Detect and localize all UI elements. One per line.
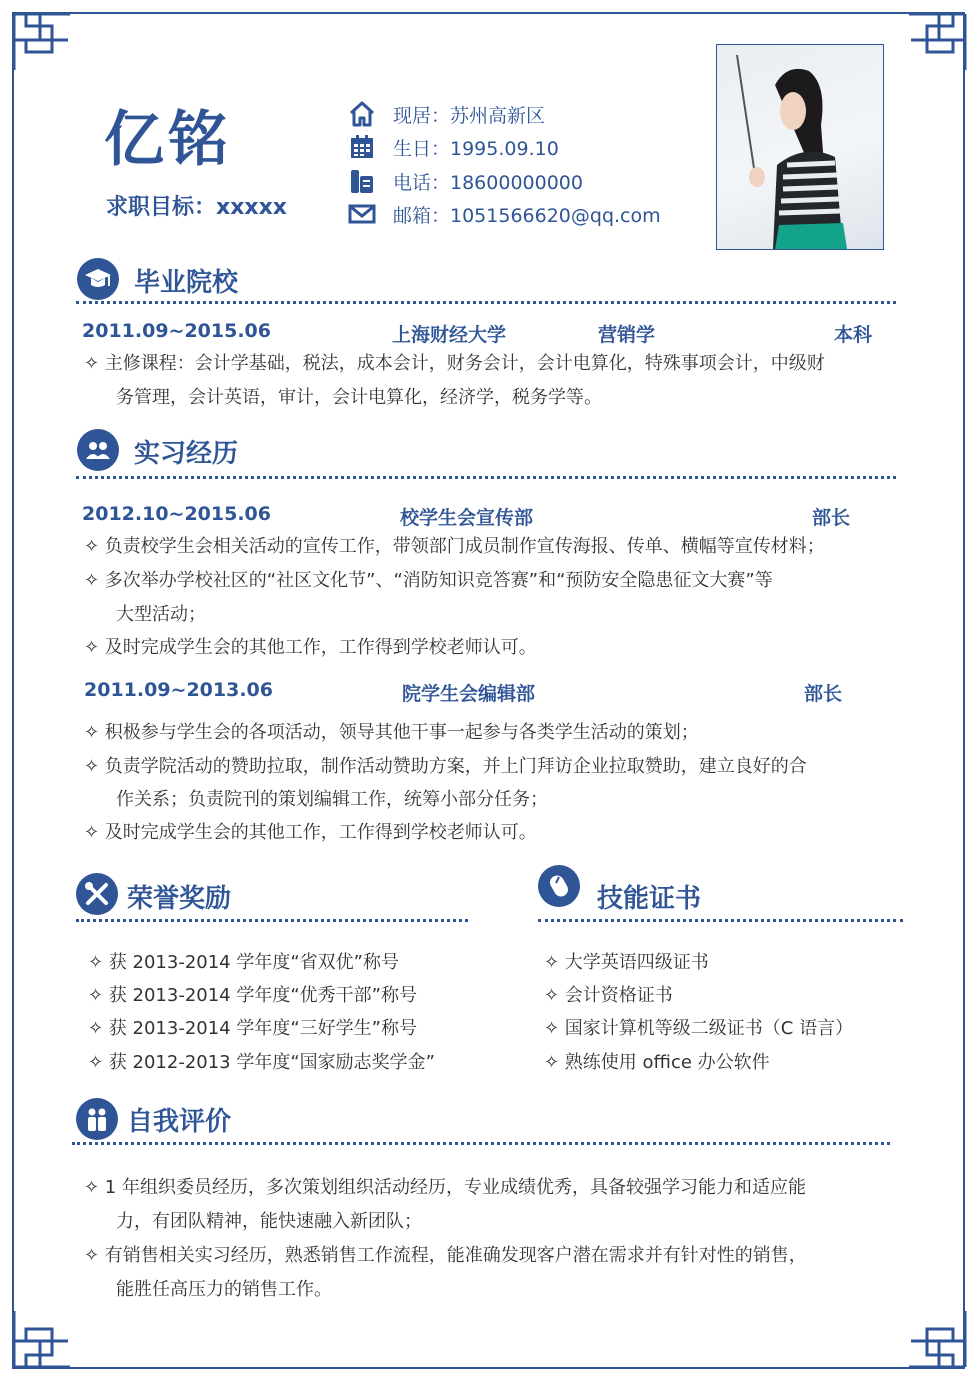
internship-org: 校学生会宣传部 <box>400 507 534 529</box>
section-divider <box>72 1142 890 1145</box>
section-divider <box>76 476 896 479</box>
contact-email <box>347 199 661 229</box>
people-icon <box>76 1098 118 1140</box>
contact-email-text: 邮箱：1051566620@qq.com <box>393 204 661 227</box>
self-evaluation-line: 力，有团队精神，能快速融入新团队； <box>116 1211 422 1232</box>
internship-org: 院学生会编辑部 <box>402 683 536 705</box>
mail-icon <box>347 199 377 229</box>
internship-duty-line: ✧ 及时完成学生会的其他工作，工作得到学校老师认可。 <box>84 822 537 843</box>
education-major: 营销学 <box>598 324 656 346</box>
calendar-icon <box>347 132 377 162</box>
phone-icon <box>347 166 377 196</box>
education-school: 上海财经大学 <box>392 324 507 346</box>
contact-phone-text: 电话：18600000000 <box>393 171 583 194</box>
section-title-internship: 实习经历 <box>134 439 239 469</box>
internship-duty-line: ✧ 负责校学生会相关活动的宣传工作，带领部门成员制作宣传海报、传单、横幅等宣传材料； <box>84 536 825 557</box>
home-icon <box>347 99 377 129</box>
self-evaluation-line: ✧ 1 年组织委员经历，多次策划组织活动经历，专业成绩优秀，具备较强学习能力和适应能 <box>84 1177 806 1198</box>
section-title-education: 毕业院校 <box>134 268 239 298</box>
education-period: 2011.09~2015.06 <box>82 320 271 342</box>
skill-item: ✧ 熟练使用 office 办公软件 <box>544 1052 770 1073</box>
mouse-icon <box>538 865 580 907</box>
profile-photo <box>716 44 884 250</box>
section-title-self-evaluation: 自我评价 <box>127 1107 232 1137</box>
internship-duty-line: ✧ 负责学院活动的赞助拉取，制作活动赞助方案，并上门拜访企业拉取赞助，建立良好的合 <box>84 756 807 777</box>
internship-role: 部长 <box>812 507 851 529</box>
section-divider <box>538 919 903 922</box>
internship-duty-line: ✧ 及时完成学生会的其他工作，工作得到学校老师认可。 <box>84 637 537 658</box>
contact-address-text: 现居：苏州高新区 <box>393 104 546 127</box>
education-degree: 本科 <box>834 324 873 346</box>
skill-item: ✧ 会计资格证书 <box>544 985 673 1006</box>
graduation-cap-icon <box>77 258 119 300</box>
corner-ornament-top-left <box>12 12 72 72</box>
education-courses-line: ✧ 主修课程：会计学基础，税法，成本会计，财务会计，会计电算化，特殊事项会计，中级财 <box>84 353 825 374</box>
job-objective: 求职目标：xxxxx <box>106 195 287 220</box>
internship-role: 部长 <box>804 683 843 705</box>
internship-period: 2011.09~2013.06 <box>84 679 273 701</box>
self-evaluation-line: 能胜任高压力的销售工作。 <box>116 1279 332 1300</box>
contact-birthday <box>347 132 559 162</box>
honor-item: ✧ 获 2013-2014 学年度“三好学生”称号 <box>88 1018 418 1039</box>
internship-duty-line: ✧ 积极参与学生会的各项活动，领导其他干事一起参与各类学生活动的策划； <box>84 722 699 743</box>
corner-ornament-top-right <box>907 12 967 72</box>
corner-ornament-bottom-right <box>907 1309 967 1369</box>
skill-item: ✧ 大学英语四级证书 <box>544 952 709 973</box>
internship-duty-line: 大型活动； <box>116 604 206 625</box>
internship-duty-line: 作关系；负责院刊的策划编辑工作，统筹小部分任务； <box>116 789 548 810</box>
education-courses-line: 务管理，会计英语，审计，会计电算化，经济学，税务学等。 <box>116 387 602 408</box>
section-divider <box>76 919 468 922</box>
contact-birthday-text: 生日：1995.09.10 <box>393 137 559 160</box>
contact-phone <box>347 166 583 196</box>
honor-item: ✧ 获 2012-2013 学年度“国家励志奖学金” <box>88 1052 436 1073</box>
self-evaluation-line: ✧ 有销售相关实习经历，熟悉销售工作流程，能准确发现客户潜在需求并有针对性的销售， <box>84 1245 807 1266</box>
tools-icon <box>76 873 118 915</box>
team-icon <box>77 429 119 471</box>
corner-ornament-bottom-left <box>12 1309 72 1369</box>
section-title-honors: 荣誉奖励 <box>127 884 232 914</box>
skill-item: ✧ 国家计算机等级二级证书（C 语言） <box>544 1018 854 1039</box>
internship-duty-line: ✧ 多次举办学校社区的“社区文化节”、“消防知识竞答赛”和“预防安全隐患征文大赛”等 <box>84 570 773 591</box>
section-title-skills: 技能证书 <box>597 884 702 914</box>
honor-item: ✧ 获 2013-2014 学年度“优秀干部”称号 <box>88 985 418 1006</box>
honor-item: ✧ 获 2013-2014 学年度“省双优”称号 <box>88 952 400 973</box>
internship-period: 2012.10~2015.06 <box>82 503 271 525</box>
section-divider <box>76 301 896 304</box>
candidate-name: 亿铭 <box>104 105 232 175</box>
contact-address <box>347 99 545 129</box>
